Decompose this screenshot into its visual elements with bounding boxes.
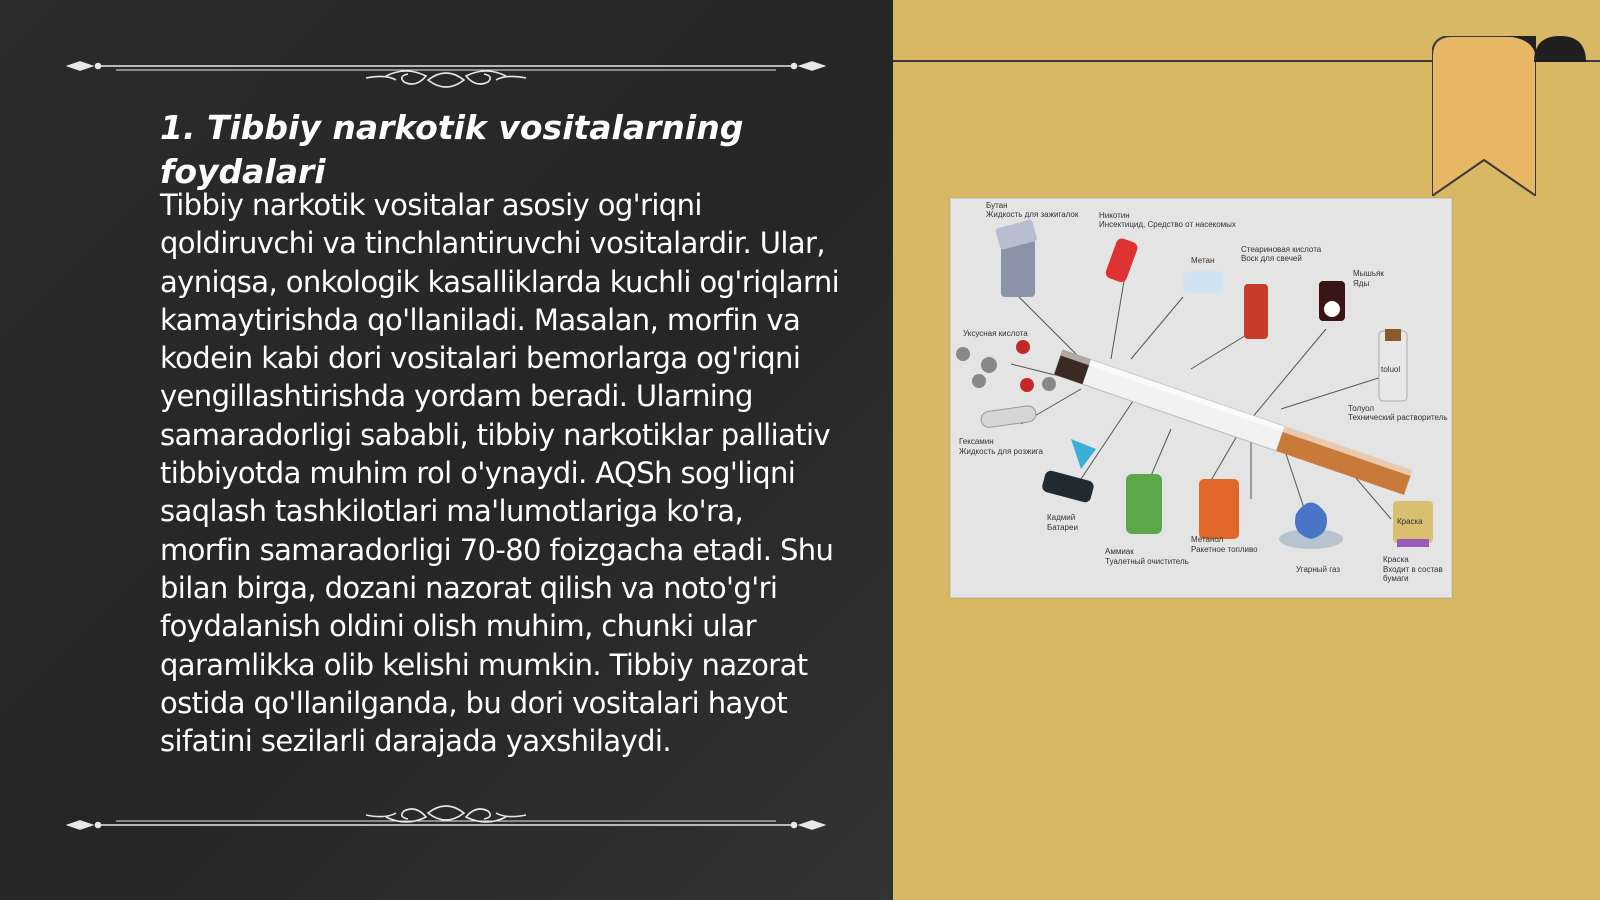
label-stearic: Стеариновая кислота — [1241, 245, 1322, 254]
label-butan: Бутан — [986, 201, 1008, 210]
label-metanol-sub: Ракетное топливо — [1191, 545, 1258, 554]
label-nikotin: Никотин — [1099, 211, 1130, 220]
bookmark-ribbon-icon — [1432, 36, 1536, 196]
label-geksamin-sub: Жидкость для розжига — [959, 447, 1043, 456]
label-kraska: Краска — [1383, 555, 1409, 564]
label-ugarny: Угарный газ — [1296, 565, 1340, 574]
label-mysyak: Мышьяк — [1353, 269, 1384, 278]
label-kadmiy-sub: Батареи — [1047, 523, 1078, 532]
label-stearic-sub: Воск для свечей — [1241, 254, 1302, 263]
label-ammiak: Аммиак — [1105, 547, 1134, 556]
label-toluol-bottle: toluol — [1381, 365, 1401, 374]
label-ammiak-sub: Туалетный очиститель — [1105, 557, 1189, 566]
slide-title: 1. Tibbiy narkotik vositalarning foydalari — [160, 108, 744, 191]
label-geksamin: Гексамин — [959, 437, 994, 446]
top-ornamental-border — [66, 40, 826, 90]
label-nikotin-sub: Инсектицид, Средство от насекомых — [1099, 220, 1236, 229]
label-uksus: Уксусная кислота — [963, 329, 1028, 338]
bottom-ornamental-border — [66, 785, 826, 835]
slide-body-text: Tibbiy narkotik vositalar asosiy og'riqni qoldiruvchi va tinchlantiruvchi vositalardir. Ular, ayniqsa, onkologik kasalliklarda kuchli og'riqlarni kamaytirishda qo'llaniladi. Masalan, morfin va kodein kabi dori vositalari bemorlarga og'riqni yengillashtirishda yordam beradi. Ularning samaradorligi sababli, tibbiy narkotiklar palliativ tibbiyotda muhim rol o'ynaydi. AQSh sog'liqni saqlash tashkilotlari ma'lumotlariga ko'ra, morfin samaradorligi 70-80 foizgacha etadi. Shu bilan birga, dozani nazorat qilish va noto'g'ri foydalanish oldini olish muhim, chunki ular qaramlikka olib kelishi mumkin. Tibbiy nazorat ostida qo'llanilganda, bu dori vositalari hayot sifatini sezilarli darajada yaxshilaydi. — [160, 188, 840, 759]
ribbon-fold-icon — [1534, 36, 1586, 64]
label-kraska-sub: Входит в состав бумаги — [1383, 565, 1443, 583]
label-metanol: Метанол — [1191, 535, 1224, 544]
cigarette-chemicals-image — [950, 198, 1452, 598]
label-metan: Метан — [1191, 256, 1215, 265]
label-toluol: Толуол — [1348, 404, 1375, 413]
label-mysyak-sub: Яды — [1353, 279, 1370, 288]
label-butan-sub: Жидкость для зажигалок — [986, 210, 1079, 219]
label-toluol-sub: Технический растворитель — [1348, 413, 1448, 422]
label-kadmiy: Кадмий — [1047, 513, 1076, 522]
label-paint-can: Краска — [1397, 517, 1423, 526]
